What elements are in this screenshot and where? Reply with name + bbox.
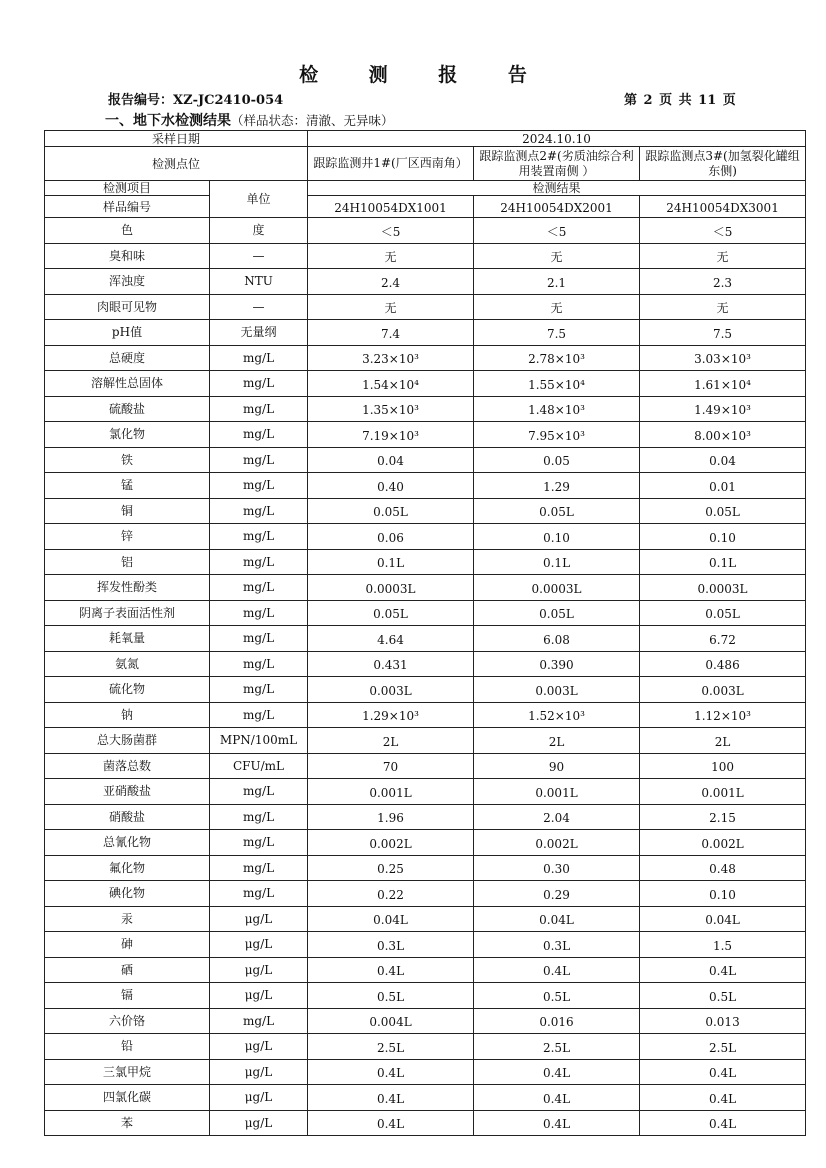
value-cell-site-3: 0.001L [640,779,806,805]
value-cell-site-3: 0.1L [640,549,806,575]
report-title: 检 测 报 告 [299,64,549,86]
item-cell: 硫化物 [45,677,210,703]
item-cell: 氯化物 [45,422,210,448]
value-cell-site-2: 0.1L [474,549,640,575]
value-cell-site-2: 0.4L [474,1110,640,1136]
item-cell: 铁 [45,447,210,473]
unit-cell: mg/L [210,855,308,881]
site-row [45,147,806,181]
value-cell-site-1: 2.5L [308,1034,474,1060]
value-cell-site-2: 0.3L [474,932,640,958]
value-cell-site-2: 无 [474,294,640,320]
item-cell: 氟化物 [45,855,210,881]
value-cell-site-2: 90 [474,753,640,779]
value-cell-site-2: 0.390 [474,651,640,677]
value-cell-site-2: 0.05 [474,447,640,473]
value-cell-site-3: 6.72 [640,626,806,652]
section-title: 一、地下水检测结果 [105,113,231,129]
table-row [45,396,806,422]
value-cell-site-1: 4.64 [308,626,474,652]
value-cell-site-1: 0.4L [308,1085,474,1111]
item-cell: 色 [45,218,210,244]
value-cell-site-2: 6.08 [474,626,640,652]
table-row [45,320,806,346]
unit-label: 单位 [210,181,308,218]
value-cell-site-2: 0.4L [474,1085,640,1111]
value-cell-site-1: 0.431 [308,651,474,677]
unit-cell: μg/L [210,932,308,958]
sample-number-label: 样品编号 [45,196,210,218]
value-cell-site-3: 0.0003L [640,575,806,601]
value-cell-site-3: 0.013 [640,1008,806,1034]
sample-number-row [45,196,806,218]
unit-cell: mg/L [210,677,308,703]
table-row [45,524,806,550]
item-cell: 浑浊度 [45,269,210,295]
item-cell: 铝 [45,549,210,575]
item-cell: 臭和味 [45,243,210,269]
value-cell-site-2: 无 [474,243,640,269]
table-row [45,906,806,932]
item-cell: 锰 [45,473,210,499]
value-cell-site-1: 0.4L [308,1059,474,1085]
value-cell-site-3: 0.04 [640,447,806,473]
value-cell-site-3: 8.00×10³ [640,422,806,448]
item-cell: 锌 [45,524,210,550]
value-cell-site-1: 7.4 [308,320,474,346]
value-cell-site-3: 1.61×10⁴ [640,371,806,397]
table-row [45,677,806,703]
item-cell: 氨氮 [45,651,210,677]
item-cell: 硝酸盐 [45,804,210,830]
table-row [45,932,806,958]
table-row [45,804,806,830]
value-cell-site-2: 1.52×10³ [474,702,640,728]
value-cell-site-2: 2.1 [474,269,640,295]
item-cell: 溶解性总固体 [45,371,210,397]
unit-cell: mg/L [210,371,308,397]
table-row [45,243,806,269]
table-row [45,422,806,448]
sample-number-1: 24H10054DX1001 [308,196,474,218]
item-cell: 耗氧量 [45,626,210,652]
value-cell-site-1: 0.06 [308,524,474,550]
value-cell-site-3: 0.4L [640,1085,806,1111]
unit-cell: mg/L [210,702,308,728]
sample-number-3: 24H10054DX3001 [640,196,806,218]
unit-cell: mg/L [210,396,308,422]
report-number: 报告编号：XZ-JC2410-054 [108,93,284,108]
value-cell-site-3: 0.10 [640,881,806,907]
value-cell-site-2: 0.29 [474,881,640,907]
table-row [45,447,806,473]
table-row [45,753,806,779]
value-cell-site-3: 2.3 [640,269,806,295]
value-cell-site-2: 0.4L [474,957,640,983]
value-cell-site-3: 0.002L [640,830,806,856]
value-cell-site-1: 0.4L [308,1110,474,1136]
item-cell: 钠 [45,702,210,728]
value-cell-site-2: 0.5L [474,983,640,1009]
value-cell-site-3: 2.15 [640,804,806,830]
value-cell-site-2: 2L [474,728,640,754]
value-cell-site-2: 0.003L [474,677,640,703]
unit-cell: 无量纲 [210,320,308,346]
item-cell: 四氯化碳 [45,1085,210,1111]
value-cell-site-3: 0.05L [640,498,806,524]
table-row [45,830,806,856]
unit-cell: — [210,294,308,320]
groundwater-results-table [44,130,806,1136]
value-cell-site-3: 无 [640,243,806,269]
unit-cell: mg/L [210,626,308,652]
unit-cell: NTU [210,269,308,295]
table-row [45,1085,806,1111]
value-cell-site-2: 0.10 [474,524,640,550]
sample-number-2: 24H10054DX2001 [474,196,640,218]
value-cell-site-3: ＜5 [640,218,806,244]
item-cell: 硫酸盐 [45,396,210,422]
table-row [45,957,806,983]
value-cell-site-3: 0.04L [640,906,806,932]
table-row [45,1008,806,1034]
value-cell-site-1: 0.40 [308,473,474,499]
table-row [45,294,806,320]
unit-cell: CFU/mL [210,753,308,779]
value-cell-site-3: 3.03×10³ [640,345,806,371]
value-cell-site-1: 0.05L [308,498,474,524]
value-cell-site-2: 2.78×10³ [474,345,640,371]
value-cell-site-2: 0.04L [474,906,640,932]
table-row [45,983,806,1009]
value-cell-site-1: 0.002L [308,830,474,856]
table-row [45,855,806,881]
item-cell: 铜 [45,498,210,524]
unit-cell: mg/L [210,881,308,907]
value-cell-site-2: 0.001L [474,779,640,805]
unit-cell: mg/L [210,345,308,371]
item-label: 检测项目 [45,181,210,196]
unit-cell: μg/L [210,906,308,932]
value-cell-site-1: 0.05L [308,600,474,626]
unit-cell: mg/L [210,447,308,473]
value-cell-site-3: 2.5L [640,1034,806,1060]
unit-cell: MPN/100mL [210,728,308,754]
value-cell-site-3: 1.12×10³ [640,702,806,728]
value-cell-site-1: 无 [308,294,474,320]
unit-cell: mg/L [210,524,308,550]
unit-cell: — [210,243,308,269]
value-cell-site-3: 0.4L [640,1059,806,1085]
value-cell-site-2: 2.5L [474,1034,640,1060]
table-row [45,218,806,244]
value-cell-site-2: 7.5 [474,320,640,346]
value-cell-site-3: 0.4L [640,957,806,983]
table-row [45,345,806,371]
value-cell-site-3: 0.01 [640,473,806,499]
item-cell: 总氰化物 [45,830,210,856]
unit-cell: μg/L [210,983,308,1009]
unit-cell: mg/L [210,600,308,626]
value-cell-site-2: 0.4L [474,1059,640,1085]
value-cell-site-1: 70 [308,753,474,779]
unit-cell: mg/L [210,804,308,830]
value-cell-site-1: 0.04L [308,906,474,932]
sample-state-note: （样品状态：清澈、无异味） [231,113,394,128]
item-cell: 硒 [45,957,210,983]
table-row [45,600,806,626]
item-cell: 砷 [45,932,210,958]
value-cell-site-1: 1.29×10³ [308,702,474,728]
site-2: 跟踪监测点2#(劣质油综合利用装置南侧 ） [474,147,640,181]
unit-cell: μg/L [210,1059,308,1085]
value-cell-site-1: 2L [308,728,474,754]
value-cell-site-3: 0.003L [640,677,806,703]
sampling-date-row [45,131,806,147]
value-cell-site-1: 0.001L [308,779,474,805]
site-label: 检测点位 [45,147,308,181]
item-cell: 总硬度 [45,345,210,371]
unit-cell: mg/L [210,830,308,856]
unit-cell: mg/L [210,473,308,499]
page-indicator: 第 2 页 共 11 页 [624,93,736,108]
unit-cell: mg/L [210,575,308,601]
item-cell: 挥发性酚类 [45,575,210,601]
table-row [45,702,806,728]
value-cell-site-1: 2.4 [308,269,474,295]
results-label: 检测结果 [308,181,806,196]
table-row [45,549,806,575]
value-cell-site-3: 0.48 [640,855,806,881]
table-row [45,1059,806,1085]
site-3: 跟踪监测点3#(加氢裂化罐组东侧) [640,147,806,181]
value-cell-site-1: 0.004L [308,1008,474,1034]
unit-cell: mg/L [210,651,308,677]
value-cell-site-1: 0.3L [308,932,474,958]
value-cell-site-1: 0.22 [308,881,474,907]
value-cell-site-3: 无 [640,294,806,320]
value-cell-site-2: 1.55×10⁴ [474,371,640,397]
value-cell-site-3: 1.5 [640,932,806,958]
sampling-date-label: 采样日期 [45,131,308,147]
unit-cell: μg/L [210,1034,308,1060]
value-cell-site-1: 3.23×10³ [308,345,474,371]
unit-cell: μg/L [210,957,308,983]
value-cell-site-3: 7.5 [640,320,806,346]
item-cell: 苯 [45,1110,210,1136]
item-cell: 三氯甲烷 [45,1059,210,1085]
value-cell-site-1: 0.1L [308,549,474,575]
value-cell-site-3: 100 [640,753,806,779]
table-row [45,269,806,295]
value-cell-site-1: 0.003L [308,677,474,703]
unit-cell: μg/L [210,1085,308,1111]
value-cell-site-2: 7.95×10³ [474,422,640,448]
value-cell-site-1: 0.4L [308,957,474,983]
value-cell-site-2: 0.05L [474,498,640,524]
table-row [45,651,806,677]
unit-cell: 度 [210,218,308,244]
value-cell-site-2: 0.002L [474,830,640,856]
value-cell-site-2: 0.0003L [474,575,640,601]
item-cell: 肉眼可见物 [45,294,210,320]
value-cell-site-2: 0.30 [474,855,640,881]
unit-cell: mg/L [210,1008,308,1034]
value-cell-site-3: 0.05L [640,600,806,626]
table-row [45,1110,806,1136]
table-row [45,371,806,397]
value-cell-site-2: 1.48×10³ [474,396,640,422]
value-cell-site-1: 7.19×10³ [308,422,474,448]
value-cell-site-1: 1.35×10³ [308,396,474,422]
value-cell-site-1: 0.5L [308,983,474,1009]
item-cell: 菌落总数 [45,753,210,779]
value-cell-site-2: 1.29 [474,473,640,499]
table-row [45,1034,806,1060]
unit-cell: mg/L [210,422,308,448]
table-row [45,881,806,907]
item-header-row [45,181,806,196]
value-cell-site-1: 无 [308,243,474,269]
site-1: 跟踪监测井1#(厂区西南角） [308,147,474,181]
value-cell-site-1: 0.04 [308,447,474,473]
value-cell-site-3: 0.4L [640,1110,806,1136]
item-cell: 六价铬 [45,1008,210,1034]
item-cell: 总大肠菌群 [45,728,210,754]
table-row [45,473,806,499]
unit-cell: mg/L [210,549,308,575]
value-cell-site-2: 0.05L [474,600,640,626]
section-heading [105,110,394,130]
value-cell-site-1: ＜5 [308,218,474,244]
item-cell: pH值 [45,320,210,346]
unit-cell: μg/L [210,1110,308,1136]
table-row [45,779,806,805]
item-cell: 镉 [45,983,210,1009]
value-cell-site-1: 0.25 [308,855,474,881]
unit-cell: mg/L [210,498,308,524]
table-row [45,498,806,524]
item-cell: 阴离子表面活性剂 [45,600,210,626]
value-cell-site-3: 2L [640,728,806,754]
value-cell-site-3: 0.486 [640,651,806,677]
value-cell-site-3: 0.10 [640,524,806,550]
table-row [45,626,806,652]
table-row [45,728,806,754]
value-cell-site-1: 1.96 [308,804,474,830]
value-cell-site-2: 2.04 [474,804,640,830]
unit-cell: mg/L [210,779,308,805]
item-cell: 铅 [45,1034,210,1060]
sampling-date-value: 2024.10.10 [308,131,806,147]
value-cell-site-1: 1.54×10⁴ [308,371,474,397]
item-cell: 亚硝酸盐 [45,779,210,805]
value-cell-site-3: 1.49×10³ [640,396,806,422]
item-cell: 碘化物 [45,881,210,907]
value-cell-site-2: 0.016 [474,1008,640,1034]
item-cell: 汞 [45,906,210,932]
table-row [45,575,806,601]
value-cell-site-1: 0.0003L [308,575,474,601]
value-cell-site-3: 0.5L [640,983,806,1009]
value-cell-site-2: ＜5 [474,218,640,244]
